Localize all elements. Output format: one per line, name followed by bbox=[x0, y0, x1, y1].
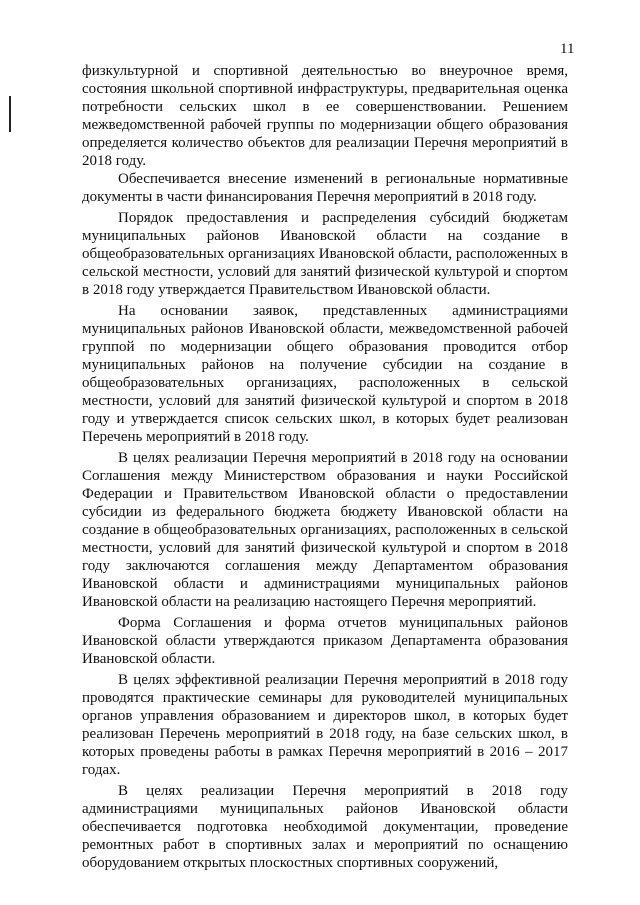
paragraph-5: В целях реализации Перечня мероприятий в 2018 году на основании Соглашения между Министерством образования и науки Российской Федерации и Правительством Ивановской области о предоставлении субсидии из федерального бюджета бюджету Ивановской области на создание в общеобразовательных организациях, расположенных в сельской местности, условий для занятий физической культурой и спортом в 2018 году заключаются соглашения между Департаментом образования Ивановской области и администрациями муниципальных районов Ивановской области на реализацию настоящего Перечня мероприятий. bbox=[82, 450, 568, 610]
paragraph-2: Обеспечивается внесение изменений в региональные нормативные документы в части финансирования Перечня мероприятий в 2018 году. bbox=[82, 171, 568, 205]
paragraph-7: В целях эффективной реализации Перечня мероприятий в 2018 году проводятся практические семинары для руководителей муниципальных органов управления образованием и директоров школ, в которых будет реализован Перечень мероприятий в 2018 году, на базе сельских школ, в которых проведены работы в рамках Перечня мероприятий в 2016 – 2017 годах. bbox=[82, 672, 568, 778]
paragraph-4: На основании заявок, представленных администрациями муниципальных районов Ивановской области, межведомственной рабочей группой по модернизации общего образования проводится отбор муниципальных районов на получение субсидии на создание в общеобразовательных организациях, расположенных в сельской местности, условий для занятий физической культурой и спортом в 2018 году и утверждается список сельских школ, в которых будет реализован Перечень мероприятий в 2018 году. bbox=[82, 303, 568, 445]
paragraph-3: Порядок предоставления и распределения субсидий бюджетам муниципальных районов Ивановской области на создание в общеобразовательных организациях Ивановской области, расположенных в сельской местности, условий для занятий физической культурой и спортом в 2018 году утверждается Правительством Ивановской области. bbox=[82, 210, 568, 298]
paragraph-8: В целях реализации Перечня мероприятий в 2018 году администрациями муниципальных районов Ивановской области обеспечивается подготовка необходимой документации, проведение ремонтных работ в спортивных залах и мероприятий по оснащению оборудованием открытых плоскостных спортивных сооружений, bbox=[82, 783, 568, 871]
page-number: 11 bbox=[560, 41, 575, 57]
document-body bbox=[82, 62, 568, 872]
paragraph-1: физкультурной и спортивной деятельностью во внеурочное время, состояния школьной спортивной инфраструктуры, предварительная оценка потребности сельских школ в ее совершенствовании. Решением межведомственной рабочей группы по модернизации общего образования определяется количество объектов для реализации Перечня мероприятий в 2018 году. bbox=[82, 63, 568, 169]
margin-mark bbox=[9, 96, 11, 132]
paragraph-6: Форма Соглашения и форма отчетов муниципальных районов Ивановской области утверждаются приказом Департамента образования Ивановской области. bbox=[82, 615, 568, 667]
